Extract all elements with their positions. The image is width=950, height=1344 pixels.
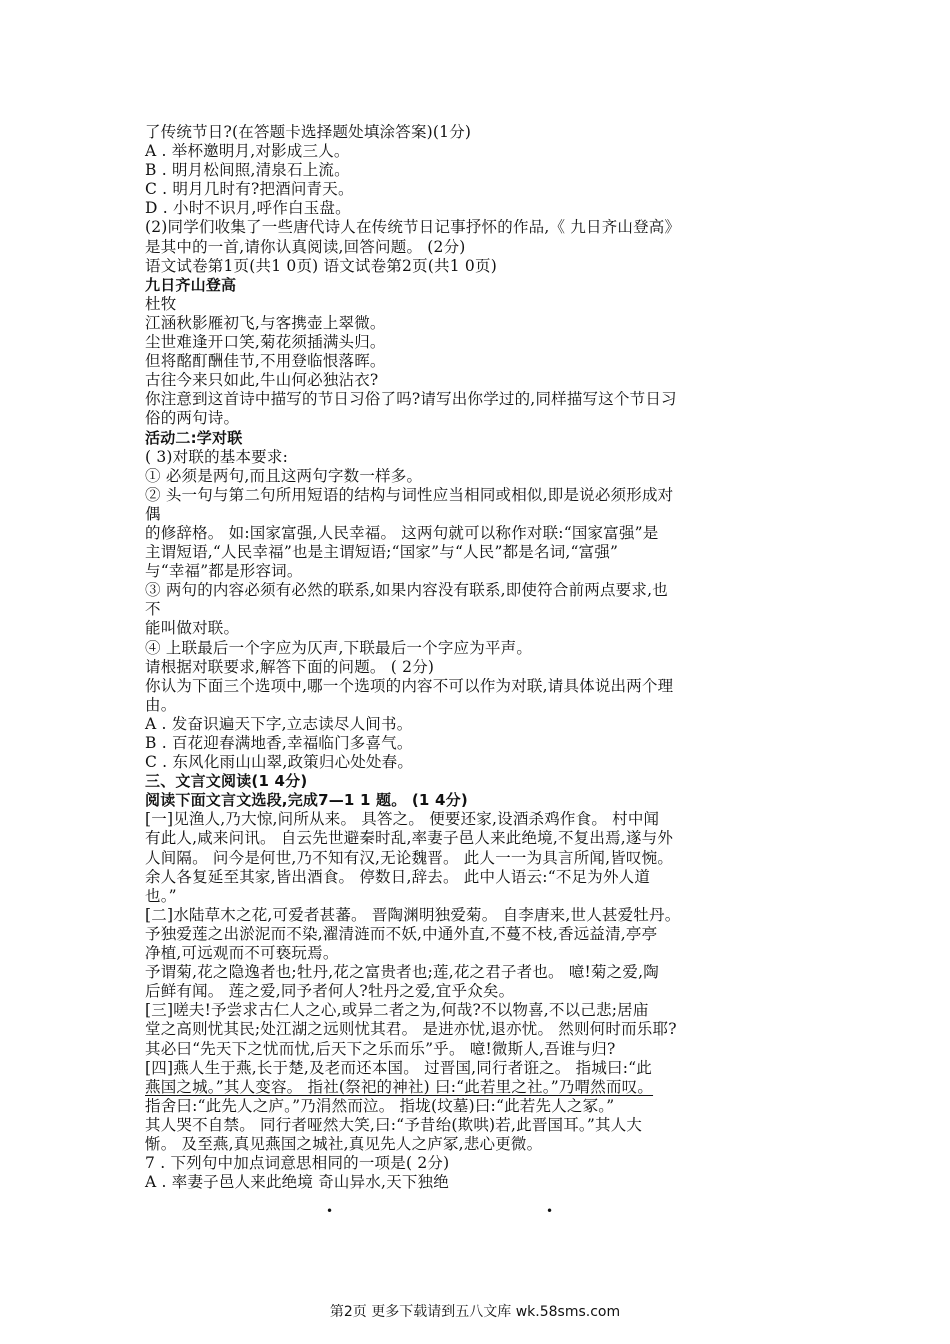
passage-3-line: 其必曰“先天下之忧而忧,后天下之乐而乐”乎。 噫!微斯人,吾谁与归? (145, 1039, 616, 1058)
emphasis-dot: • (546, 1204, 554, 1218)
text-line: 偶 (145, 504, 161, 523)
text-line: 请根据对联要求,解答下面的问题。 ( 2分) (145, 657, 435, 676)
passage-1-line: 人间隔。 问今是何世,乃不知有汉,无论魏晋。 此人一一为具言所闻,皆叹惋。 (145, 848, 674, 867)
passage-1-line: 余人各复延至其家,皆出酒食。 停数日,辞去。 此中人语云:“不足为外人道 (145, 867, 651, 886)
passage-3-line: [三]嗟夫!予尝求古仁人之心,或异二者之为,何哉?不以物喜,不以己悲;居庙 (145, 1001, 649, 1020)
rule-4: ④ 上联最后一个字应为仄声,下联最后一个字应为平声。 (145, 638, 533, 657)
option-d: D . 小时不识月,呼作白玉盘。 (145, 199, 351, 218)
text-line: 的修辞格。 如:国家富强,人民幸福。 这两句就可以称作对联:“国家富强”是 (145, 523, 659, 542)
exam-page-note: 语文试卷第1页(共1 0页) 语文试卷第2页(共1 0页) (145, 256, 497, 275)
couplet-option-b: B . 百花迎春满地香,幸福临门多喜气。 (145, 734, 413, 752)
passage-4-line: 指舍曰:“此先人之庐。”乃涓然而泣。 指垅(坟墓)曰:“此若先人之冢。” (145, 1096, 615, 1115)
passage-4-line: 燕国之城。”其人变容。 指社(祭祀的神社) 曰:“此若里之社。”乃喟然而叹。 (145, 1077, 654, 1096)
emphasis-dot: • (326, 1204, 334, 1218)
passage-1-line: 也。” (145, 886, 177, 905)
text-line: 是其中的一首,请你认真阅读,回答问题。 (2分) (145, 237, 466, 256)
rule-2: ② 头一句与第二句所用短语的结构与词性应当相同或相似,即是说必须形成对 (145, 485, 674, 504)
question-3: ( 3)对联的基本要求: (145, 447, 289, 466)
text-line: 你注意到这首诗中描写的节日习俗了吗?请写出你学过的,同样描写这个节日习 (145, 390, 677, 409)
question-7: 7 . 下列句中加点词意思相同的一项是( 2分) (145, 1154, 450, 1173)
passage-2-line: 予谓菊,花之隐逸者也;牡丹,花之富贵者也;莲,花之君子者也。 噫!菊之爱,陶 (145, 963, 659, 982)
poem-line: 但将酩酊酬佳节,不用登临恨落晖。 (145, 352, 386, 371)
rule-3: ③ 两句的内容必须有必然的联系,如果内容没有联系,即使符合前两点要求,也 (145, 581, 668, 600)
section-3-heading: 三、文言文阅读(1 4分) (145, 772, 308, 791)
poem-line: 尘世难逢开口笑,菊花须插满头归。 (145, 333, 386, 352)
text-line: 不 (145, 600, 161, 619)
reading-instruction: 阅读下面文言文选段,完成7—1 1 题。 (1 4分) (145, 791, 468, 810)
passage-4-line: [四]燕人生于燕,长于楚,及老而还本国。 过晋国,同行者诳之。 指城曰:“此 (145, 1058, 652, 1077)
question-7-option-a: A . 率妻子邑人来此绝境 奇山异水,天下独绝 (145, 1173, 449, 1192)
passage-1-line: [一]见渔人,乃大惊,问所从来。 具答之。 便要还家,设酒杀鸡作食。 村中闻 (145, 810, 660, 829)
text-line: 与“幸福”都是形容词。 (145, 562, 303, 581)
rule-1: ① 必须是两句,而且这两句字数一样多。 (145, 466, 423, 485)
poem-line: 古往今来只如此,牛山何必独沾衣? (145, 371, 379, 390)
text-line: 了传统节日?(在答题卡选择题处填涂答案)(1分) (145, 123, 472, 141)
passage-1-line: 有此人,咸来问讯。 自云先世避秦时乱,率妻子邑人来此绝境,不复出焉,遂与外 (145, 829, 674, 848)
option-b: B . 明月松间照,清泉石上流。 (145, 161, 350, 180)
poem-line: 江涵秋影雁初飞,与客携壶上翠微。 (145, 313, 386, 332)
passage-3-line: 堂之高则忧其民;处江湖之远则忧其君。 是进亦忧,退亦忧。 然则何时而乐耶? (145, 1020, 677, 1039)
poem-title: 九日齐山登高 (145, 275, 237, 294)
option-c: C . 明月几时有?把酒问青天。 (145, 180, 354, 199)
activity-2-heading: 活动二:学对联 (145, 428, 243, 447)
passage-2-line: 净植,可远观而不可亵玩焉。 (145, 944, 339, 963)
text-line: 你认为下面三个选项中,哪一个选项的内容不可以作为对联,请具体说出两个理 (145, 676, 674, 695)
document-body (145, 123, 820, 1192)
passage-2-line: [二]水陆草木之花,可爱者甚蕃。 晋陶渊明独爱菊。 自李唐来,世人甚爱牡丹。 (145, 905, 681, 924)
text-line: 俗的两句诗。 (145, 409, 240, 428)
passage-2-line: 后鲜有闻。 莲之爱,同予者何人?牡丹之爱,宜乎众矣。 (145, 982, 515, 1001)
text-line: 主谓短语,“人民幸福”也是主谓短语;“国家”与“人民”都是名词,“富强” (145, 543, 619, 562)
couplet-option-a: A . 发奋识遍天下字,立志读尽人间书。 (145, 714, 413, 733)
passage-4-line: 其人哭不自禁。 同行者哑然大笑,曰:“予昔绐(欺哄)若,此晋国耳。”其人大 (145, 1115, 643, 1134)
poem-author: 杜牧 (145, 294, 177, 313)
text-line: 由。 (145, 695, 177, 714)
option-a: A . 举杯邀明月,对影成三人。 (145, 142, 350, 161)
text-line: 能叫做对联。 (145, 619, 240, 638)
question-2: (2)同学们收集了一些唐代诗人在传统节日记事抒怀的作品,《 九日齐山登高》 (145, 218, 681, 237)
passage-2-line: 予独爱莲之出淤泥而不染,濯清涟而不妖,中通外直,不蔓不枝,香远益清,亭亭 (145, 924, 658, 943)
passage-4-line: 惭。 及至燕,真见燕国之城社,真见先人之庐冢,悲心更微。 (145, 1134, 543, 1153)
couplet-option-c: C . 东风化雨山山翠,政策归心处处春。 (145, 753, 414, 772)
page-footer: 第2页 更多下载请到五八文库 wk.58sms.com (329, 1304, 621, 1320)
